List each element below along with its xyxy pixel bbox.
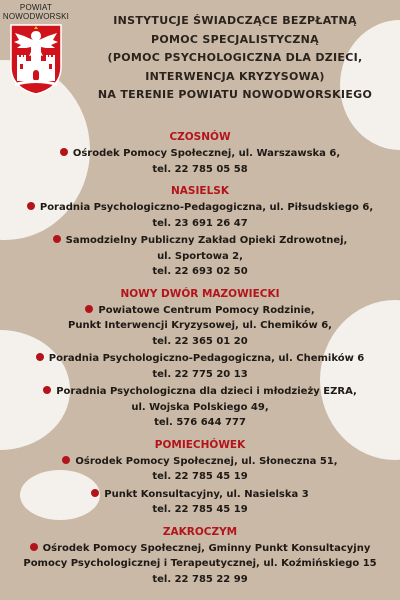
bullet-icon (85, 305, 93, 313)
page-title: INSTYTUCJE ŚWIADCZĄCE BEZPŁATNĄ POMOC SPECJALISTYCZNĄ (POMOC PSYCHOLOGICZNA DLA DZIECI, INTERWENCJA KRYZYSOWA) NA TERENIE POWIATU NOWODWORSKIEGO (97, 14, 373, 101)
bullet-icon (43, 386, 51, 394)
section-heading: NOWY DWÓR MAZOWIECKI (120, 287, 280, 300)
list-item: Samodzielny Publiczny Zakład Opieki Zdrowotnej, ul. Sportowa 2, tel. 22 693 02 50 (0, 233, 400, 280)
logo-caption: POWIAT NOWODWORSKI (2, 3, 70, 21)
bullet-icon (60, 148, 68, 156)
section-heading: ZAKROCZYM (162, 525, 238, 538)
bullet-icon (27, 202, 35, 210)
coat-of-arms-icon (9, 23, 63, 95)
bullet-icon (30, 543, 38, 551)
section-czosnow (0, 130, 400, 177)
list-item: Punkt Konsultacyjny, ul. Nasielska 3 tel. 22 785 45 19 (0, 487, 400, 518)
section-heading: CZOSNÓW (169, 131, 231, 143)
list-item: Poradnia Psychologiczno-Pedagogiczna, ul. Chemików 6 tel. 22 775 20 13 (0, 351, 400, 382)
bullet-icon (62, 456, 70, 464)
section-pomiechowek (0, 438, 400, 518)
section-nasielsk (0, 184, 400, 280)
list-item: Ośrodek Pomocy Społecznej, Gminny Punkt Konsultacyjny Pomocy Psychologicznej i Terapeutycznej, ul. Koźmińskiego 15 tel. 22 785 22 99 (23, 542, 377, 585)
section-heading: NASIELSK (171, 185, 229, 197)
list-item: Poradnia Psychologiczno-Pedagogiczna, ul. Piłsudskiego 6, tel. 23 691 26 47 (0, 200, 400, 231)
institution-list (0, 130, 400, 594)
list-item: Ośrodek Pomocy Społecznej, ul. Warszawska 6, tel. 22 785 05 58 (0, 146, 400, 177)
bullet-icon (91, 489, 99, 497)
section-nowy-dwor (0, 287, 400, 431)
list-item: Poradnia Psychologiczna dla dzieci i młodzieży EZRA, ul. Wojska Polskiego 49, tel. 576 644 777 (0, 384, 400, 431)
section-zakroczym (0, 525, 400, 588)
list-item: Powiatowe Centrum Pomocy Rodzinie, Punkt Interwencji Kryzysowej, ul. Chemików 6, tel. 22 365 01 20 (68, 304, 332, 347)
list-item: Ośrodek Pomocy Społecznej, ul. Słoneczna 51, tel. 22 785 45 19 (0, 454, 400, 485)
bullet-icon (53, 235, 61, 243)
county-logo (0, 0, 72, 99)
section-heading: POMIECHÓWEK (154, 438, 246, 451)
bullet-icon (36, 353, 44, 361)
